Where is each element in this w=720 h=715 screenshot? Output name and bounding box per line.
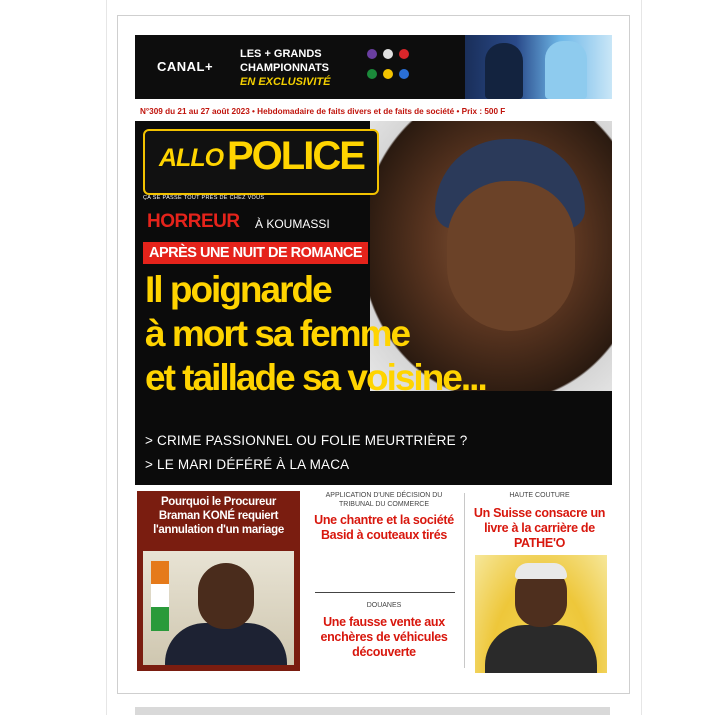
headline-line-2: à mort sa femme bbox=[145, 313, 410, 354]
story-kicker: APRÈS UNE NUIT DE ROMANCE bbox=[143, 242, 368, 264]
story-location: À KOUMASSI bbox=[255, 217, 330, 231]
league-logo-icon bbox=[383, 49, 393, 59]
story-tag: HORREUR bbox=[147, 211, 240, 232]
head-shape bbox=[198, 563, 254, 629]
ad-players-photo bbox=[465, 35, 612, 99]
league-logo-icon bbox=[367, 49, 377, 59]
masthead-tagline: ÇA SE PASSE TOUT PRÈS DE CHEZ VOUS bbox=[143, 195, 265, 201]
story-left[interactable] bbox=[137, 491, 300, 671]
league-logo-icon bbox=[383, 69, 393, 79]
story-middle-top[interactable] bbox=[309, 491, 459, 543]
hair-shape bbox=[515, 563, 567, 579]
divider bbox=[315, 592, 455, 593]
divider bbox=[464, 493, 465, 668]
prosecutor-photo bbox=[143, 551, 294, 665]
ad-line-2: CHAMPIONNATS bbox=[240, 62, 330, 74]
story-middle-bottom-rubric: DOUANES bbox=[366, 602, 402, 609]
league-logos bbox=[367, 47, 413, 89]
main-story[interactable] bbox=[135, 121, 612, 485]
body-shape bbox=[485, 625, 597, 673]
newspaper-cover[interactable] bbox=[135, 35, 612, 675]
suit-shape bbox=[165, 623, 287, 665]
player-figure bbox=[485, 43, 523, 99]
subhead-2: > LE MARI DÉFÉRÉ À LA MACA bbox=[145, 457, 350, 472]
story-right-headline: Un Suisse consacre un livre à la carrière de PATHE'O bbox=[473, 506, 606, 550]
ad-line-1: LES + GRANDS bbox=[240, 48, 322, 60]
story-middle-bottom-headline: Une fausse vente aux enchères de véhicules découverte bbox=[320, 615, 448, 659]
story-middle-top-rubric: APPLICATION D'UNE DÉCISION DU TRIBUNAL DU COMMERCE bbox=[325, 492, 443, 508]
face-shape bbox=[447, 181, 575, 331]
player-figure bbox=[545, 41, 587, 99]
ad-banner[interactable] bbox=[135, 35, 612, 99]
story-middle-top-headline: Une chantre et la société Basid à couteaux tirés bbox=[314, 513, 454, 542]
masthead-logo bbox=[143, 129, 379, 195]
headline-line-3: et taillade sa voisine... bbox=[145, 357, 486, 398]
next-page-edge bbox=[135, 707, 610, 715]
flag-shape bbox=[151, 561, 169, 631]
league-logo-icon bbox=[399, 49, 409, 59]
league-logo-icon bbox=[399, 69, 409, 79]
league-logo-icon bbox=[367, 69, 377, 79]
story-left-headline: Pourquoi le Procureur Braman KONÉ requiert l'annulation d'un mariage bbox=[153, 496, 284, 536]
ad-brand-logo: CANAL+ bbox=[157, 59, 214, 74]
designer-photo bbox=[475, 555, 607, 673]
ad-line-3: EN EXCLUSIVITÉ bbox=[240, 76, 331, 88]
issue-line: N°309 du 21 au 27 août 2023 • Hebdomadaire de faits divers et de faits de société • Prix : 500 F bbox=[140, 107, 506, 116]
story-right[interactable] bbox=[467, 491, 612, 551]
story-right-rubric: HAUTE COUTURE bbox=[509, 492, 570, 499]
masthead-allo: ALLO bbox=[159, 144, 224, 172]
masthead-police: POLICE bbox=[227, 134, 364, 178]
headline-line-1: Il poignarde bbox=[145, 269, 331, 310]
story-middle-bottom[interactable] bbox=[309, 601, 459, 660]
subhead-1: > CRIME PASSIONNEL OU FOLIE MEURTRIÈRE ? bbox=[145, 433, 468, 448]
